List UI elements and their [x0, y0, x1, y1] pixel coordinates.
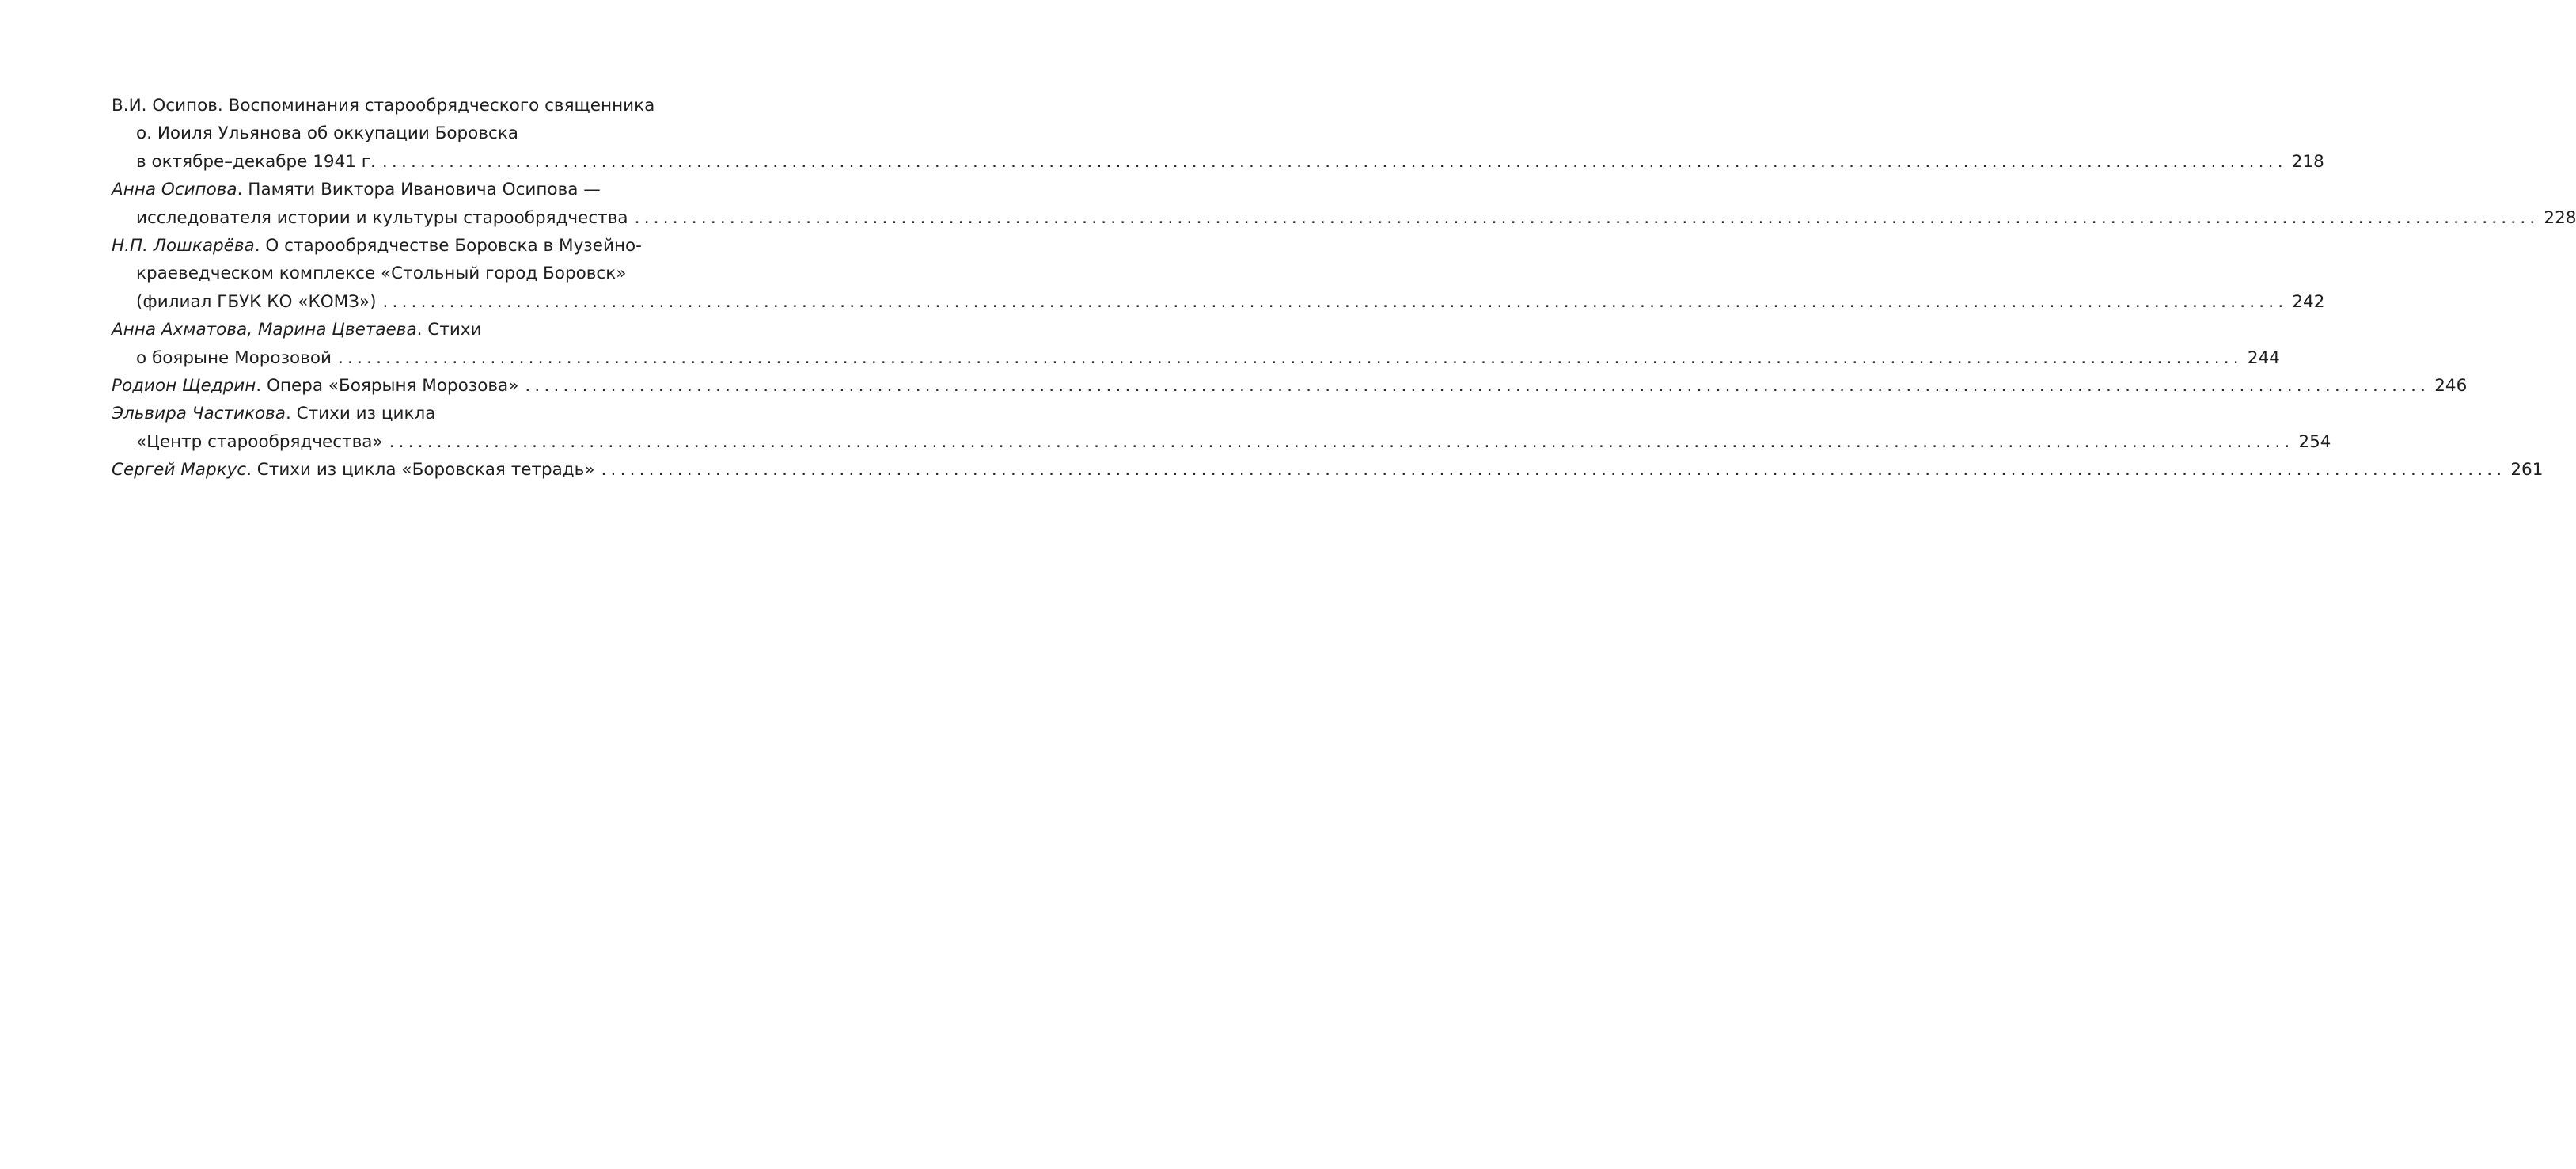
dot-leader: ........................................................................................................................................................................................................	[634, 207, 2540, 228]
toc-entry-line	[112, 316, 701, 343]
toc-entry-title-continued: в октябре–декабре 1941 г.	[136, 151, 376, 172]
toc-entry-title-continued: исследователя истории и культуры старообрядчества	[136, 207, 628, 228]
toc-entry-author: Н.П. Лошкарёва	[112, 235, 255, 256]
toc-entry-title	[112, 372, 518, 400]
toc-entry[interactable]	[112, 316, 2280, 372]
toc-page-number[interactable]: 228	[2544, 207, 2576, 228]
toc-entry-title-continued: о боярыне Морозовой	[136, 347, 332, 368]
toc-entry-author: Родион Щедрин	[112, 375, 256, 396]
toc-page-number[interactable]: 218	[2291, 151, 2324, 172]
toc-entry-line	[112, 456, 2544, 484]
toc-entry-line	[112, 176, 701, 203]
toc-entry-title	[112, 456, 595, 484]
toc-entry-title-text: . Опера «Боярыня Морозова»	[256, 375, 519, 396]
toc-page-number[interactable]: 246	[2434, 375, 2468, 396]
toc-entry-line	[112, 148, 2324, 176]
toc-entry-author: Эльвира Частикова	[112, 404, 286, 424]
dot-leader: ........................................................................................................................................................................................................	[382, 291, 2288, 312]
dot-leader: ........................................................................................................................................................................................................	[601, 460, 2506, 480]
dot-leader: ........................................................................................................................................................................................................	[525, 375, 2430, 396]
toc-entry-line	[112, 428, 2331, 456]
toc-entry-line	[112, 120, 701, 147]
toc-entry-title-text: . Стихи из цикла «Боровская тетрадь»	[246, 460, 595, 480]
toc-entry-line	[112, 92, 701, 120]
toc-entry-title-continued: (филиал ГБУК КО «КОМЗ»)	[136, 291, 377, 312]
toc-entry-title	[112, 316, 482, 343]
toc-entry[interactable]	[112, 92, 2324, 176]
toc-entry-title: В.И. Осипов. Воспоминания старообрядческого священника	[112, 96, 655, 116]
dot-leader: ........................................................................................................................................................................................................	[337, 347, 2243, 368]
toc-entry-line	[112, 400, 701, 427]
toc-entry[interactable]	[112, 400, 2331, 456]
toc-entry-author: Сергей Маркус	[112, 460, 247, 480]
toc-entry[interactable]	[112, 372, 2468, 400]
dot-leader: ........................................................................................................................................................................................................	[381, 151, 2287, 172]
toc-entry-title-continued: «Центр старообрядчества»	[136, 431, 383, 452]
toc-entry-line	[112, 232, 701, 260]
toc-entry-author: Анна Ахматова, Марина Цветаева	[112, 320, 417, 340]
toc-entry-author: Анна Осипова	[112, 180, 237, 200]
toc-entry-line	[112, 204, 2576, 232]
toc-page-number[interactable]: 254	[2298, 431, 2331, 452]
toc-page-number[interactable]: 261	[2510, 460, 2544, 480]
toc-entry-title	[112, 176, 601, 203]
toc-page-number[interactable]: 244	[2247, 347, 2280, 368]
toc-entry-line	[112, 288, 2325, 316]
dot-leader: ........................................................................................................................................................................................................	[389, 431, 2294, 452]
toc-entry-title-text: . О старообрядчестве Боровска в Музейно-	[254, 235, 642, 256]
toc-entry-title	[112, 400, 435, 427]
toc-entry-title	[112, 232, 642, 260]
toc-entry-title-text: . Памяти Виктора Ивановича Осипова —	[237, 180, 601, 200]
toc-entry[interactable]	[112, 456, 2544, 484]
toc-entry-line	[112, 260, 701, 287]
toc-entry-line	[112, 344, 2280, 372]
toc-entry[interactable]	[112, 176, 2576, 232]
toc-entry-title-text: . Стихи из цикла	[285, 404, 436, 424]
table-of-contents	[112, 92, 2576, 484]
toc-entry[interactable]	[112, 232, 2325, 316]
toc-entry-title-continued: о. Иоиля Ульянова об оккупации Боровска	[136, 123, 518, 144]
toc-entry-line	[112, 372, 2468, 400]
toc-entry-title-continued: краеведческом комплексе «Стольный город Боровск»	[136, 264, 627, 284]
toc-page-number[interactable]: 242	[2292, 291, 2325, 312]
toc-entry-title-text: . Стихи	[416, 320, 482, 340]
